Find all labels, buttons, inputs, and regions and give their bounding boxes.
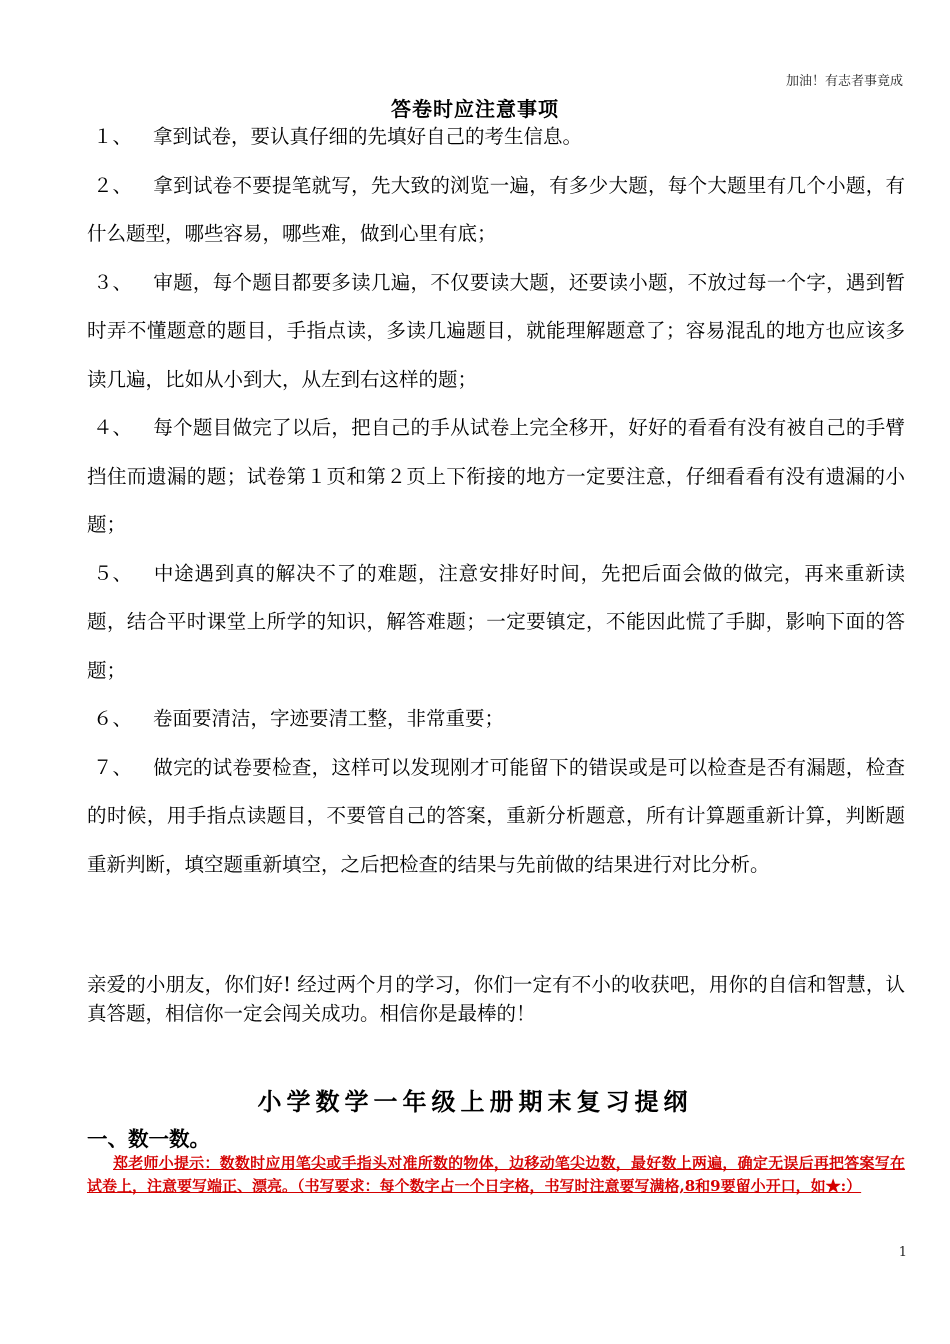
note-number: ５、	[93, 561, 133, 585]
note-text: 审题，每个题目都要多读几遍，不仅要读大题，还要读小题，不放过每一个字，遇到暂时弄不懂题意的题目，手指点读，多读几遍题目，就能理解题意了；容易混乱的地方也应该多读几遍，比如从小到大，从左到右这样的题；	[87, 270, 905, 391]
note-text: 中途遇到真的解决不了的难题，注意安排好时间，先把后面会做的做完，再来重新读题，结合平时课堂上所学的知识，解答难题；一定要镇定，不能因此慌了手脚，影响下面的答题；	[87, 561, 905, 682]
note-number: ３、	[93, 270, 133, 294]
page-title: 答卷时应注意事项	[391, 97, 559, 121]
note-text: 拿到试卷不要提笔就写，先大致的浏览一遍，有多少大题，每个大题里有几个小题，有什么题型，哪些容易，哪些难，做到心里有底；	[87, 173, 905, 245]
note-number: ７、	[93, 755, 133, 779]
note-item	[87, 113, 905, 162]
note-text: 每个题目做完了以后，把自己的手从试卷上完全移开，好好的看看有没有被自己的手臂挡住而遗漏的题；试卷第１页和第２页上下衔接的地方一定要注意，仔细看看有没有遗漏的小题；	[87, 416, 905, 536]
note-text: 做完的试卷要检查，这样可以发现刚才可能留下的错误或是可以检查是否有漏题，检查的时候，用手指点读题目，不要管自己的答案，重新分析题意，所有计算题重新计算，判断题重新判断，填空题重新填空，之后把检查的结果与先前做的结果进行对比分析。	[87, 755, 905, 876]
note-item	[87, 695, 905, 744]
notes-list	[87, 113, 905, 889]
note-item	[87, 550, 905, 696]
note-item	[87, 162, 905, 259]
note-text: 卷面要清洁，字迹要清工整，非常重要；	[153, 707, 505, 730]
note-item	[87, 259, 905, 405]
note-item	[87, 744, 905, 890]
note-number: ６、	[93, 707, 133, 730]
outline-title: 小学数学一年级上册期末复习提纲	[257, 1087, 693, 1116]
note-number: ４、	[93, 416, 133, 439]
header-slogan: 加油！有志者事竟成	[785, 74, 903, 89]
teacher-tip-text: 郑老师小提示：数数时应用笔尖或手指头对准所数的物体，边移动笔尖边数，最好数上两遍，确定无误后再把答案写在试卷上，注意要写端正、漂亮。（书写要求：每个数字占一个日字格，书写时注意要写满格,8和9要留小开口，如★:）	[87, 1154, 905, 1195]
note-text: 拿到试卷，要认真仔细的先填好自己的考生信息。	[153, 125, 583, 148]
intro-paragraph: 亲爱的小朋友，你们好! 经过两个月的学习，你们一定有不小的收获吧，用你的自信和智慧，认真答题，相信你一定会闯关成功。相信你是最棒的！	[87, 973, 905, 1025]
note-number: １、	[93, 125, 133, 148]
page-number: 1	[898, 1245, 907, 1260]
note-item	[87, 404, 905, 550]
section-heading: 一、数一数。	[87, 1127, 210, 1151]
note-number: ２、	[93, 173, 133, 197]
teacher-tip	[87, 1152, 905, 1198]
